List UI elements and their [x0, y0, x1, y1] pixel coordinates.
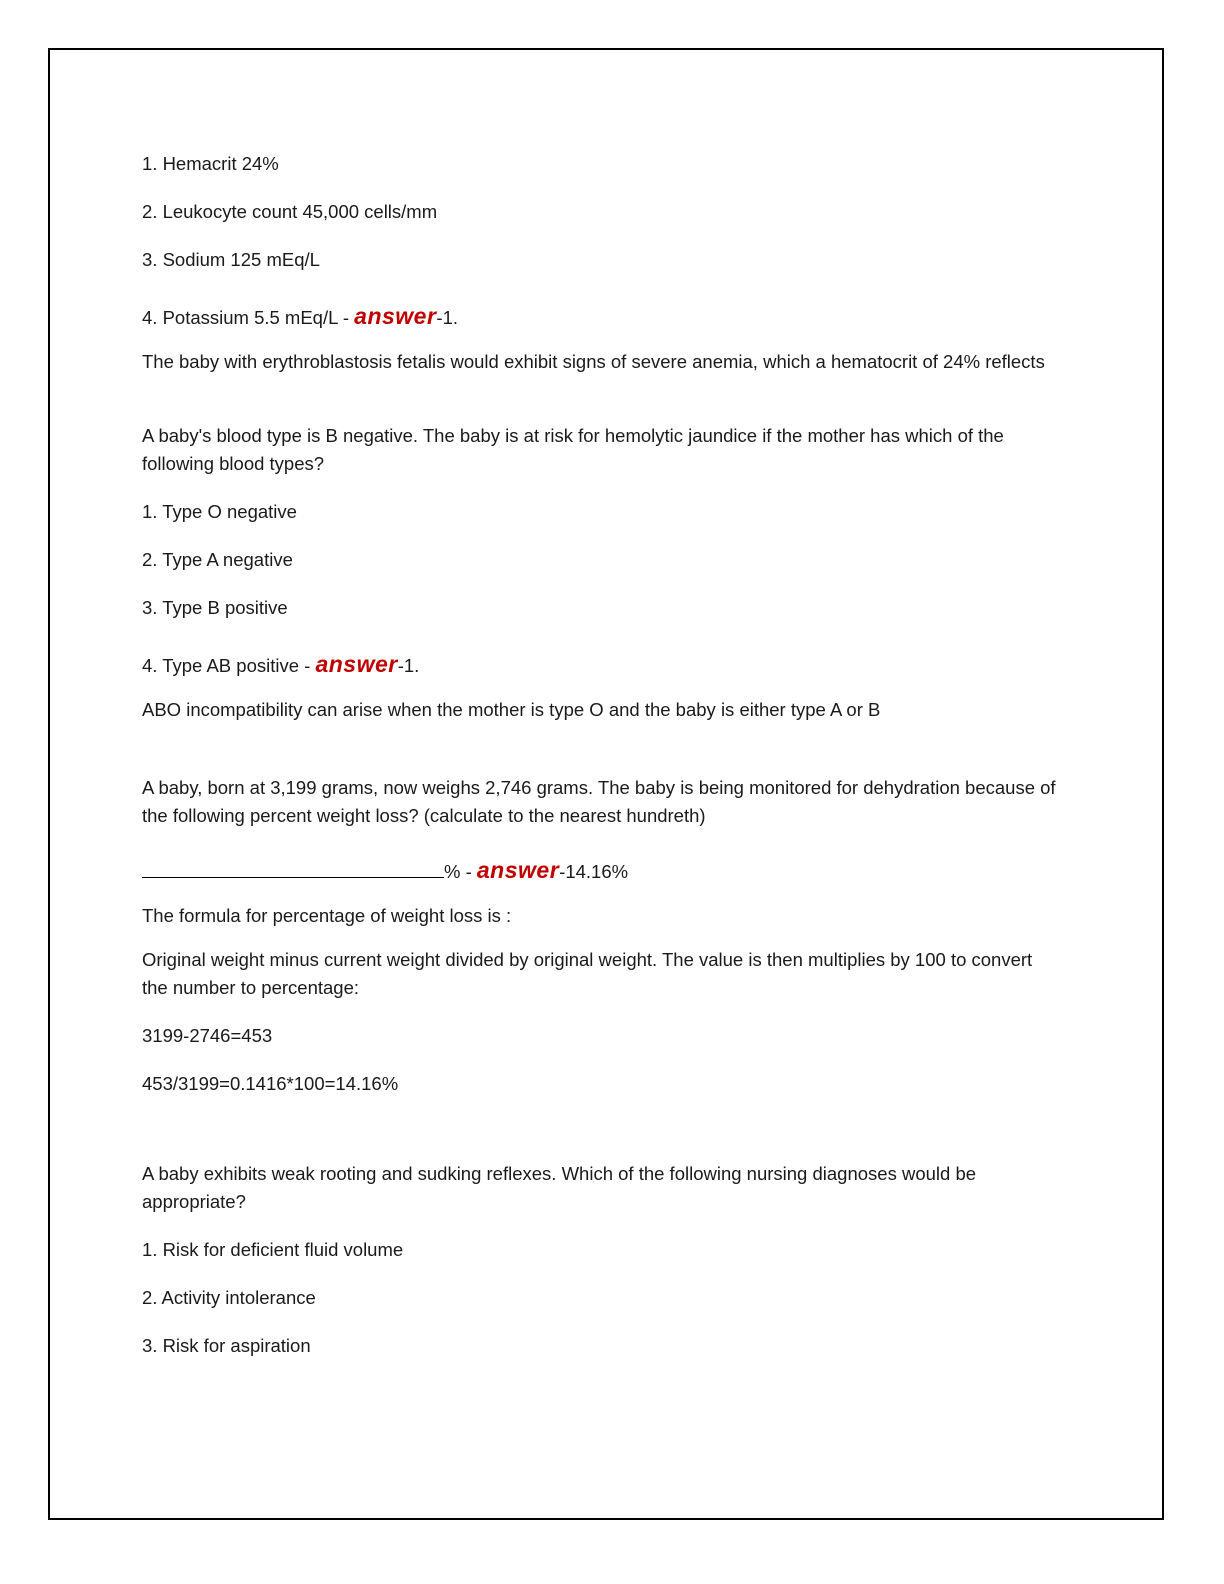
question-4: [142, 1160, 1062, 1360]
question-2: [142, 422, 1062, 724]
q3-answer-blank: [142, 859, 444, 878]
q3-answer-line: [142, 856, 1062, 886]
q4-option-2: 2. Activity intolerance: [142, 1287, 316, 1308]
q3-question: A baby, born at 3,199 grams, now weighs 2,746 grams. The baby is being monitored for dehydration because of the following percent weight loss? (calculate to the nearest hundreth): [142, 777, 1056, 826]
q1-option-3: 3. Sodium 125 mEq/L: [142, 249, 320, 270]
q3-calc-step-1: 3199-2746=453: [142, 1025, 273, 1046]
question-3: [142, 774, 1062, 1098]
q3-calc-step-2: 453/3199=0.1416*100=14.16%: [142, 1073, 399, 1094]
q1-answer-label: answer: [354, 303, 437, 329]
q3-answer-value: -14.16%: [559, 861, 629, 882]
q1-option-4-text: 4. Potassium 5.5 mEq/L -: [142, 307, 355, 328]
q2-answer-label: answer: [315, 651, 398, 677]
question-1: [142, 150, 1062, 376]
q3-formula-intro: The formula for percentage of weight loss is :: [142, 905, 512, 926]
q2-rationale: ABO incompatibility can arise when the mother is type O and the baby is either type A or B: [142, 699, 881, 720]
q2-answer-value: -1.: [397, 655, 420, 676]
document-body: [142, 150, 1062, 1360]
q2-option-4-text: 4. Type AB positive -: [142, 655, 316, 676]
q2-question: A baby's blood type is B negative. The baby is at risk for hemolytic jaundice if the mother has which of the following blood types?: [142, 425, 1004, 474]
q2-option-3: 3. Type B positive: [142, 597, 288, 618]
q4-option-1: 1. Risk for deficient fluid volume: [142, 1239, 404, 1260]
q3-answer-label: answer: [476, 857, 560, 883]
q1-answer-value: -1.: [436, 307, 459, 328]
q1-option-4: [142, 302, 1062, 332]
q2-option-1: 1. Type O negative: [142, 501, 297, 522]
q2-option-2: 2. Type A negative: [142, 549, 293, 570]
q1-rationale: The baby with erythroblastosis fetalis would exhibit signs of severe anemia, which a hematocrit of 24% reflects: [142, 351, 1045, 372]
q1-option-1: 1. Hemacrit 24%: [142, 153, 279, 174]
q4-option-3: 3. Risk for aspiration: [142, 1335, 311, 1356]
q2-option-4: [142, 650, 1062, 680]
q4-question: A baby exhibits weak rooting and sudking reflexes. Which of the following nursing diagnoses would be appropriate?: [142, 1163, 977, 1212]
q1-option-2: 2. Leukocyte count 45,000 cells/mm: [142, 201, 438, 222]
q3-blank-suffix: % -: [444, 861, 477, 882]
q3-formula-text: Original weight minus current weight divided by original weight. The value is then multiplies by 100 to convert the number to percentage:: [142, 949, 1033, 998]
